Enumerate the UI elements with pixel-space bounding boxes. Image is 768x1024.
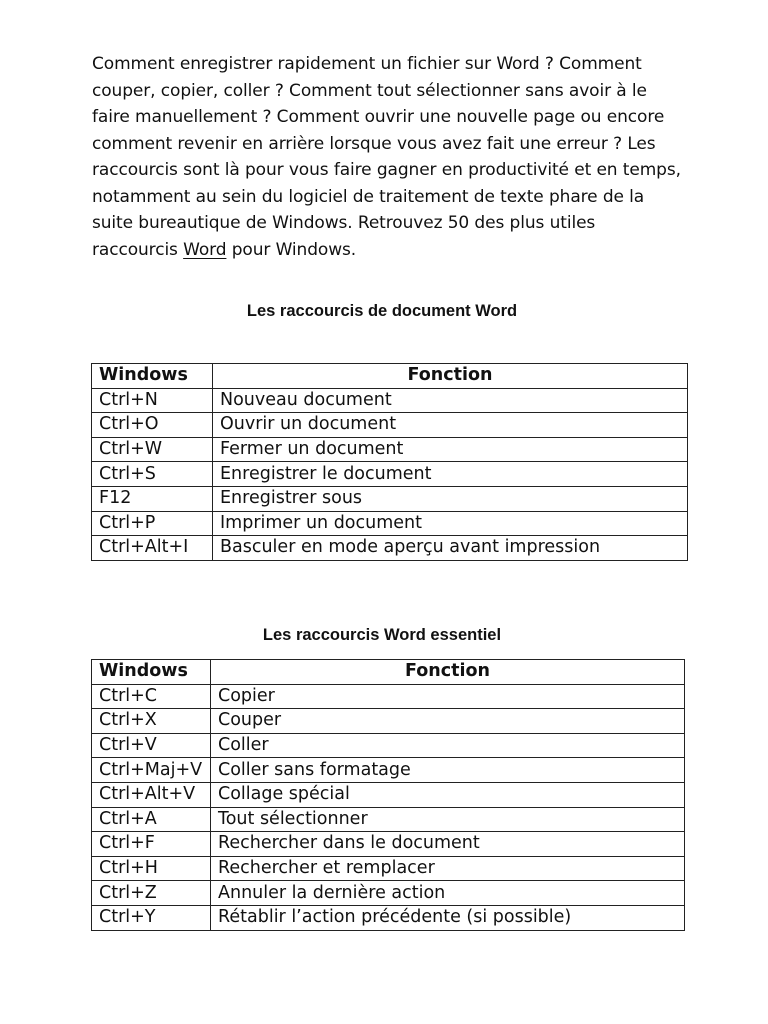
shortcut-key-cell: Ctrl+Y [92,905,211,930]
header-fonction: Fonction [213,364,688,389]
function-cell: Enregistrer sous [213,486,688,511]
table-row [92,413,688,438]
function-cell: Imprimer un document [213,511,688,536]
table-row [92,684,685,709]
table-row [92,758,685,783]
function-cell: Fermer un document [213,437,688,462]
function-cell: Coller [211,733,685,758]
section-title-document-shortcuts: Les raccourcis de document Word [246,302,518,320]
table-row [92,832,685,857]
table-row [92,905,685,930]
shortcut-key-cell: Ctrl+O [92,413,213,438]
shortcut-key-cell: Ctrl+A [92,807,211,832]
function-cell: Enregistrer le document [213,462,688,487]
header-fonction: Fonction [211,660,685,685]
shortcut-key-cell: Ctrl+C [92,684,211,709]
document-shortcuts-table [91,363,688,561]
function-cell: Annuler la dernière action [211,881,685,906]
essential-shortcuts-table [91,659,685,931]
function-cell: Rétablir l’action précédente (si possible) [211,905,685,930]
shortcut-key-cell: Ctrl+S [92,462,213,487]
table-row [92,807,685,832]
shortcut-key-cell: Ctrl+P [92,511,213,536]
table-row [92,388,688,413]
table-body [92,684,685,930]
function-cell: Couper [211,709,685,734]
function-cell: Copier [211,684,685,709]
table-row [92,881,685,906]
function-cell: Nouveau document [213,388,688,413]
function-cell: Ouvrir un document [213,413,688,438]
shortcut-key-cell: Ctrl+Alt+V [92,782,211,807]
table-row [92,733,685,758]
table-header-row [92,364,688,389]
shortcut-key-cell: Ctrl+Alt+I [92,536,213,561]
function-cell: Tout sélectionner [211,807,685,832]
table-row [92,437,688,462]
table-row [92,782,685,807]
function-cell: Basculer en mode aperçu avant impression [213,536,688,561]
function-cell: Rechercher et remplacer [211,856,685,881]
shortcut-key-cell: Ctrl+Maj+V [92,758,211,783]
shortcut-key-cell: Ctrl+Z [92,881,211,906]
table-row [92,486,688,511]
table-row [92,856,685,881]
function-cell: Coller sans formatage [211,758,685,783]
shortcut-key-cell: Ctrl+W [92,437,213,462]
shortcut-key-cell: F12 [92,486,213,511]
shortcut-key-cell: Ctrl+F [92,832,211,857]
shortcut-key-cell: Ctrl+X [92,709,211,734]
header-windows: Windows [92,660,211,685]
table-header-row [92,660,685,685]
header-windows: Windows [92,364,213,389]
section-title-essential-shortcuts: Les raccourcis Word essentiel [262,626,502,644]
intro-paragraph [92,51,682,263]
intro-text-end: pour Windows. [226,239,357,260]
table-row [92,709,685,734]
shortcut-key-cell: Ctrl+N [92,388,213,413]
intro-text: Comment enregistrer rapidement un fichier sur Word ? Comment couper, copier, coller ? Comment tout sélectionner sans avoir à le faire manuellement ? Comment ouvrir une nouvelle page ou encore comment revenir en arrière lorsque vous avez fait une erreur ? Les raccourcis sont là pour vous faire gagner en productivité et en temps, notamment au sein du logiciel de traitement de texte phare de la suite bureautique de Windows. Retrouvez 50 des plus utiles raccourcis [92,54,681,260]
shortcut-key-cell: Ctrl+H [92,856,211,881]
table-row [92,536,688,561]
word-link[interactable]: Word [183,239,227,260]
function-cell: Collage spécial [211,782,685,807]
shortcut-key-cell: Ctrl+V [92,733,211,758]
table-row [92,511,688,536]
function-cell: Rechercher dans le document [211,832,685,857]
table-row [92,462,688,487]
table-body [92,388,688,560]
